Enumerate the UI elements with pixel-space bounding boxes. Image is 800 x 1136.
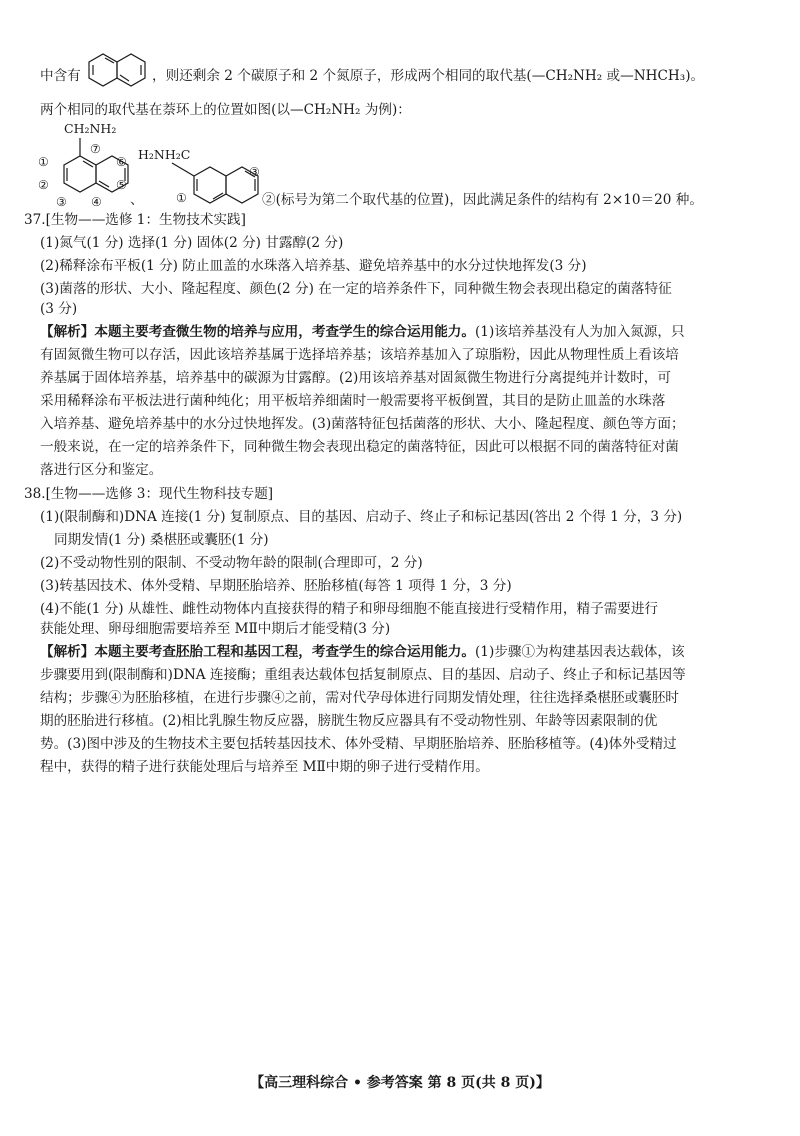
label-2: ②	[38, 178, 49, 192]
q38-analysis-text-0: (1)步骤①为构建基因表达载体，该	[475, 644, 685, 660]
molecule-note: ②(标号为第二个取代基的位置)，因此满足条件的结构有 2×10＝20 种。	[262, 192, 703, 208]
q37-answer-3-cont: (3 分)	[40, 301, 78, 317]
q38-analysis-line-6: 程中，获得的精子进行获能处理后与培养至 MⅡ中期的卵子进行受精作用。	[40, 759, 489, 775]
q37-analysis-line-2: 有固氮微生物可以存活，因此该培养基属于选择培养基；该培养基加入了琼脂粉，因此从物理性质上看该培	[40, 347, 679, 363]
q38-analysis-line-5: 势。(3)图中涉及的生物技术主要包括转基因技术、体外受精、早期胚胎培养、胚胎移植等。(4)体外受精过	[40, 736, 677, 752]
label-1: ①	[38, 155, 49, 169]
molecule-1-substituent: CH₂NH₂	[64, 121, 117, 136]
q38-analysis-line-2: 步骤要用到(限制酶和)DNA 连接酶；重组表达载体包括复制原点、目的基因、启动子、终止子和标记基因等	[40, 667, 686, 683]
q38-answer-4-cont: 获能处理、卵母细胞需要培养至 MⅡ中期后才能受精(3 分)	[40, 621, 391, 637]
label-5: ⑤	[116, 178, 127, 192]
intro-line-1-post: ，则还剩余 2 个碳原子和 2 个氮原子，形成两个相同的取代基(—CH₂NH₂ 或—NHCH₃)。	[152, 68, 705, 84]
q37-analysis-text-0: (1)该培养基没有人为加入氮源，只	[475, 324, 685, 340]
q37-analysis-label: 【解析】	[40, 324, 95, 340]
q37-analysis-line-1	[40, 322, 685, 342]
q38-answer-4: (4)不能(1 分) 从雄性、雌性动物体内直接获得的精子和卵母细胞不能直接进行受精作用，精子需要进行	[40, 601, 659, 617]
molecule-separator: 、	[130, 192, 144, 208]
q38-answer-3: (3)转基因技术、体外受精、早期胚胎培养、胚胎移植(每答 1 项得 1 分，3 分)	[40, 578, 512, 594]
label-m2-1: ①	[176, 191, 187, 205]
molecule-2-diagram	[138, 146, 268, 214]
q38-analysis-label: 【解析】	[40, 644, 95, 660]
q37-answer-1: (1)氮气(1 分) 选择(1 分) 固体(2 分) 甘露醇(2 分)	[40, 235, 344, 251]
intro-line-2: 两个相同的取代基在萘环上的位置如图(以—CH₂NH₂ 为例)：	[40, 102, 411, 118]
q38-analysis-bold: 本题主要考查胚胎工程和基因工程，考查学生的综合运用能力。	[94, 644, 475, 660]
q37-analysis-line-6: 一般来说，在一定的培养条件下，同种微生物会表现出稳定的菌落特征，因此可以根据不同的菌落特征对菌	[40, 439, 679, 455]
q37-analysis-line-4: 采用稀释涂布平板法进行菌种纯化；用平板培养细菌时一般需要将平板倒置，其目的是防止皿盖的水珠落	[40, 393, 666, 409]
label-7: ⑦	[90, 142, 101, 156]
q37-analysis-bold: 本题主要考查微生物的培养与应用，考查学生的综合运用能力。	[94, 324, 475, 340]
q37-answer-3: (3)菌落的形状、大小、隆起程度、颜色(2 分) 在一定的培养条件下，同种微生物会表现出稳定的菌落特征	[40, 281, 672, 297]
q37-analysis-line-7: 落进行区分和鉴定。	[40, 462, 163, 478]
molecule-1-diagram	[36, 120, 136, 212]
q38-heading: 38.[生物——选修 3：现代生物科技专题]	[24, 486, 274, 502]
label-6: ⑥	[116, 155, 127, 169]
q38-analysis-line-1	[40, 642, 685, 662]
q38-analysis-line-4: 期的胚胎进行移植。(2)相比乳腺生物反应器，膀胱生物反应器具有不受动物性别、年龄等因素限制的优	[40, 713, 658, 729]
intro-line-1-pre: 中含有	[40, 68, 81, 84]
intro-line-1	[40, 66, 81, 86]
q38-answer-2: (2)不受动物性别的限制、不受动物年龄的限制(合理即可，2 分)	[40, 555, 423, 571]
q37-analysis-line-3: 养基属于固体培养基，培养基中的碳源为甘露醇。(2)用该培养基对固氮微生物进行分离提纯并计数时，可	[40, 370, 671, 386]
q37-analysis-line-5: 入培养基、避免培养基中的水分过快地挥发。(3)菌落特征包括菌落的形状、大小、隆起程度、颜色等方面；	[40, 416, 685, 432]
q38-answer-1-cont: 同期发情(1 分) 桑椹胚或囊胚(1 分)	[54, 532, 269, 548]
q38-analysis-line-3: 结构；步骤④为胚胎移植，在进行步骤④之前，需对代孕母体进行同期发情处理，往往选择桑椹胚或囊胚时	[40, 690, 679, 706]
q37-heading: 37.[生物——选修 1：生物技术实践]	[24, 212, 246, 228]
label-3: ③	[56, 195, 67, 209]
label-m2-3: ③	[249, 165, 260, 179]
page-footer: 【高三理科综合 • 参考答案 第 8 页(共 8 页)】	[250, 1075, 550, 1091]
q38-answer-1: (1)(限制酶和)DNA 连接(1 分) 复制原点、目的基因、启动子、终止子和标记基因(答出 2 个得 1 分，3 分)	[40, 509, 683, 525]
intro-line-1-rest	[152, 66, 704, 86]
q37-answer-2: (2)稀释涂布平板(1 分) 防止皿盖的水珠落入培养基、避免培养基中的水分过快地挥发(3 分)	[40, 258, 587, 274]
molecule-2-substituent: H₂NH₂C	[138, 147, 191, 162]
label-4: ④	[91, 195, 102, 209]
naphthalene-structure	[84, 51, 150, 95]
